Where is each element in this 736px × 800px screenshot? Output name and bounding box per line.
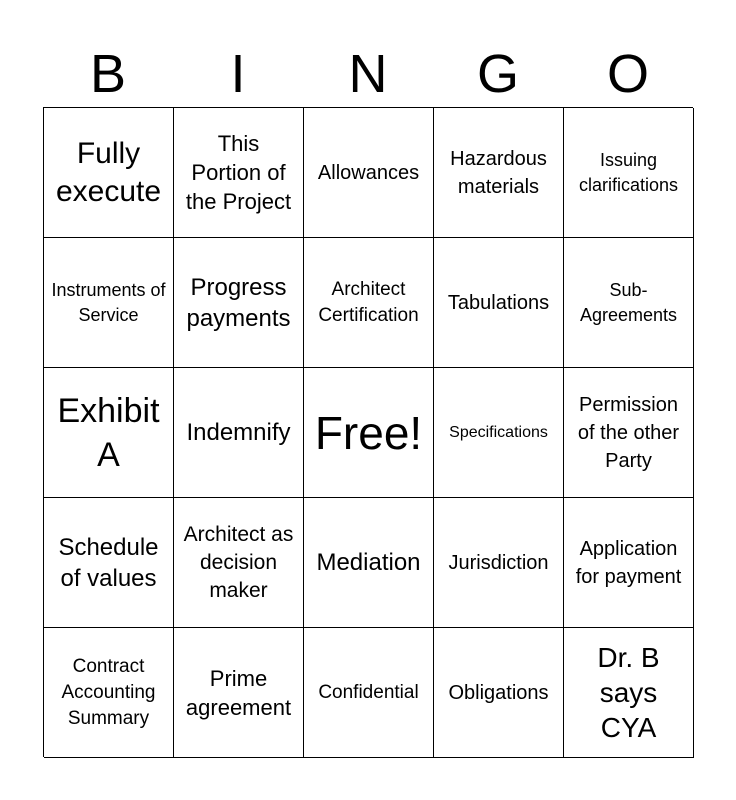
cell-label: Instruments of Service [51, 279, 166, 325]
cell-label: Hazardous materials [450, 147, 547, 198]
bingo-cell[interactable] [304, 238, 434, 368]
free-space-label: Free! [314, 406, 423, 459]
header-letter-i: I [230, 44, 246, 104]
cell-label: Contract Accounting Summary [61, 655, 156, 729]
bingo-header [43, 40, 693, 108]
bingo-cell[interactable] [564, 628, 694, 758]
cell-label: Confidential [318, 681, 419, 703]
cell-label: This Portion of the Project [185, 131, 292, 214]
bingo-cell[interactable] [304, 628, 434, 758]
cell-label: Permission of the other Party [577, 393, 680, 472]
cell-label: Allowances [317, 161, 420, 184]
cell-label: Architect Certification [318, 278, 419, 326]
cell-label: Specifications [449, 423, 548, 441]
header-letter-o: O [606, 44, 649, 104]
bingo-cell[interactable] [564, 498, 694, 628]
cell-label: Application for payment [575, 537, 682, 588]
bingo-cell[interactable] [434, 498, 564, 628]
bingo-cell[interactable] [434, 628, 564, 758]
cell-label: Indemnify [186, 419, 291, 446]
bingo-cell[interactable] [564, 108, 694, 238]
bingo-cell[interactable] [174, 238, 304, 368]
bingo-cell[interactable] [44, 628, 174, 758]
bingo-cell[interactable] [174, 108, 304, 238]
bingo-cell[interactable] [44, 108, 174, 238]
cell-label: Prime agreement [185, 665, 292, 720]
bingo-cell[interactable] [44, 368, 174, 498]
bingo-cell[interactable] [564, 368, 694, 498]
cell-label: Exhibit A [57, 391, 160, 474]
bingo-cell[interactable] [174, 498, 304, 628]
cell-label: Schedule of values [58, 533, 159, 592]
cell-label: Dr. B says CYA [597, 642, 660, 743]
cell-label: Issuing clarifications [578, 149, 679, 195]
bingo-cell[interactable] [304, 108, 434, 238]
bingo-cell[interactable] [434, 368, 564, 498]
cell-label: Fully execute [55, 136, 162, 208]
bingo-free-cell[interactable] [304, 368, 434, 498]
cell-label: Jurisdiction [448, 551, 549, 574]
cell-label: Sub-Agreements [579, 279, 678, 325]
cell-label: Progress payments [186, 273, 291, 332]
cell-label: Mediation [316, 549, 421, 576]
bingo-cell[interactable] [174, 628, 304, 758]
header-letter-b: B [89, 44, 127, 104]
cell-label: Architect as decision maker [183, 522, 294, 602]
bingo-cell[interactable] [44, 238, 174, 368]
cell-label: Tabulations [447, 291, 550, 314]
bingo-board [43, 107, 693, 757]
bingo-cell[interactable] [434, 238, 564, 368]
bingo-cell[interactable] [434, 108, 564, 238]
bingo-cell[interactable] [304, 498, 434, 628]
cell-label: Obligations [448, 681, 549, 704]
header-letter-n: N [348, 44, 388, 104]
header-letter-g: G [476, 44, 519, 104]
bingo-cell[interactable] [564, 238, 694, 368]
bingo-cell[interactable] [174, 368, 304, 498]
bingo-cell[interactable] [44, 498, 174, 628]
